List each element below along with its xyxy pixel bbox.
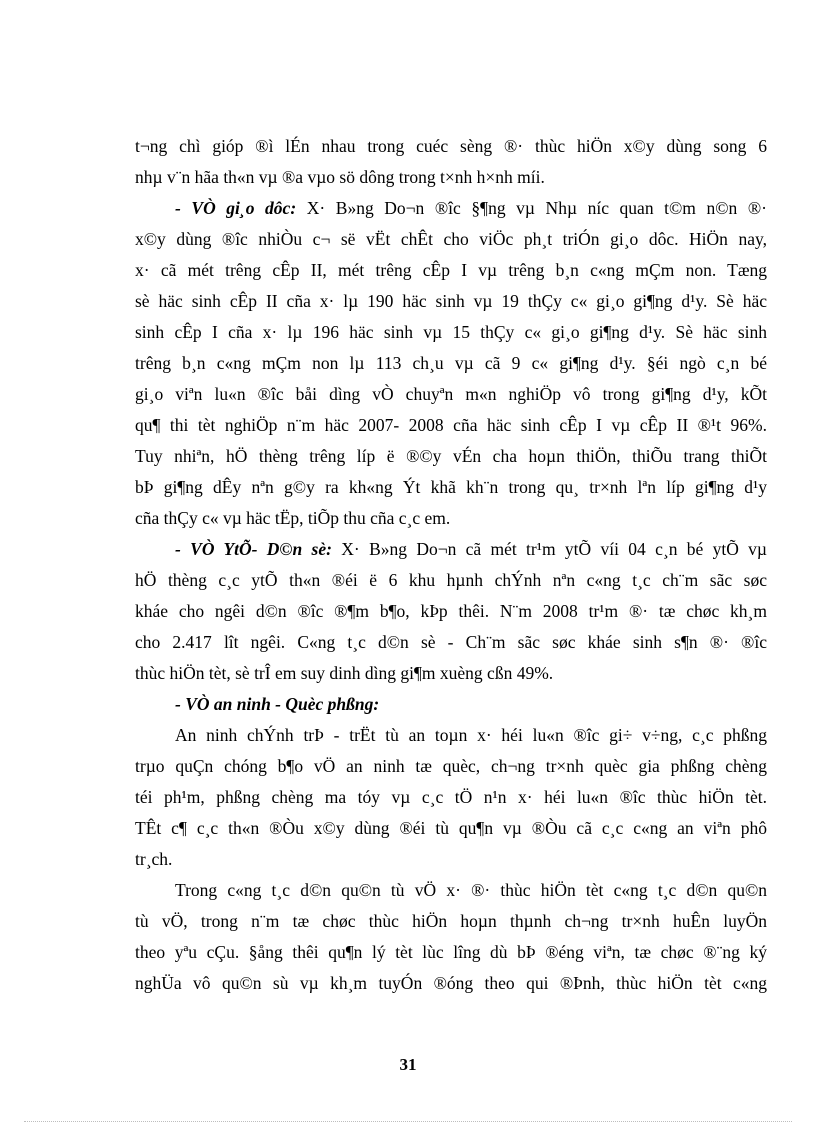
paragraph-line: cho 2.417 lît ngêi. C«ng t¸c d©n sè - Ch¨m sãc søc kháe sinh s¶n ®· ®îc xyxy=(135,632,767,652)
paragraph-line: hÖ thèng c¸c ytÕ th«n ®éi ë 6 khu hµnh chÝnh nªn c«ng t¸c ch¨m sãc søc xyxy=(135,570,767,590)
paragraph-line: tù vÖ, trong n¨m tæ chøc thùc hiÖn hoµn thµnh ch¬ng tr×nh huÊn luyÖn xyxy=(135,911,767,931)
paragraph-line: Trong c«ng t¸c d©n qu©n tù vÖ x· ®· thùc hiÖn tèt c«ng t¸c d©n qu©n xyxy=(175,880,767,900)
paragraph-line: trµo quÇn chóng b¶o vÖ an ninh tæ quèc, ch¬ng tr×nh quèc gia phßng chèng xyxy=(135,756,767,776)
paragraph-line: An ninh chÝnh trÞ - trËt tù an toµn x· héi lu«n ®îc gi÷ v÷ng, c¸c phßng xyxy=(175,725,767,745)
education-line xyxy=(175,196,767,220)
paragraph-line: bÞ gi¶ng dÊy nªn g©y ra kh«ng Ýt khã kh¨n trong qu¸ tr×nh lªn líp gi¶ng d¹y xyxy=(135,477,767,497)
section-heading-education: - VÒ gi¸o dôc: xyxy=(175,198,297,218)
paragraph-line: qu¶ thi tèt nghiÖp n¨m häc 2007- 2008 cña häc sinh cÊp I vµ cÊp II ®¹t 96%. xyxy=(135,415,767,435)
paragraph-text: X· B»ng Do¬n ®îc §¶ng vµ Nhµ níc quan t©m n©n ®· xyxy=(306,198,767,218)
paragraph-text: X· B»ng Do¬n cã mét tr¹m ytÕ víi 04 c¸n bé ytÕ vµ xyxy=(341,539,768,559)
paragraph-line: tr¸ch. xyxy=(135,849,173,869)
footer-divider xyxy=(24,1121,792,1122)
health-line xyxy=(175,537,767,561)
paragraph-line: thùc hiÖn tèt, sè trÎ em suy dinh dìng gi¶m xuèng cßn 49%. xyxy=(135,663,554,683)
page-number: 31 xyxy=(399,1055,417,1074)
paragraph-line: TÊt c¶ c¸c th«n ®Òu x©y dùng ®éi tù qu¶n vµ ®Òu cã c¸c c«ng an viªn phô xyxy=(135,818,767,838)
paragraph-line: cña thÇy c« vµ häc tËp, tiÕp thu cña c¸c em. xyxy=(135,508,451,528)
paragraph-line: nhµ v¨n hãa th«n vµ ®a vµo sö dông trong t×nh h×nh míi. xyxy=(135,167,545,187)
paragraph-line: theo yªu cÇu. §ång thêi qu¶n lý tèt lùc lîng dù bÞ ®éng viªn, tæ chøc ®¨ng ký xyxy=(135,942,767,962)
paragraph-line: x· cã mét trêng cÊp II, mét trêng cÊp I vµ trêng b¸n c«ng mÇm non. Tæng xyxy=(135,260,767,280)
paragraph-line: sinh cÊp I cña x· lµ 196 häc sinh vµ 15 thÇy c« gi¸o gi¶ng d¹y. Sè häc sinh xyxy=(135,322,767,342)
section-heading-security: - VÒ an ninh - Quèc phßng: xyxy=(175,694,380,714)
paragraph-line: téi ph¹m, phßng chèng ma tóy vµ c¸c tÖ n¹n x· héi lu«n ®îc thùc hiÖn tèt. xyxy=(135,787,767,807)
paragraph-line: sè häc sinh cÊp II cña x· lµ 190 häc sinh vµ 19 thÇy c« gi¸o gi¶ng d¹y. Sè häc xyxy=(135,291,767,311)
paragraph-line: kháe cho ngêi d©n ®îc ®¶m b¶o, kÞp thêi. N¨m 2008 tr¹m ®· tæ chøc kh¸m xyxy=(135,601,767,621)
paragraph-line: t¬ng chì gióp ®ì lÉn nhau trong cuéc sèng ®· thùc hiÖn x©y dùng song 6 xyxy=(135,136,767,156)
paragraph-line: x©y dùng ®îc nhiÒu c¬ së vËt chÊt cho viÖc ph¸t triÓn gi¸o dôc. HiÖn nay, xyxy=(135,229,767,249)
paragraph-line: Tuy nhiªn, hÖ thèng trêng líp ë ®©y vÉn cha hoµn thiÖn, thiÕu trang thiÕt xyxy=(135,446,767,466)
paragraph-line: gi¸o viªn lu«n ®îc båi dìng vÒ chuyªn m«n nghiÖp vô trong gi¶ng d¹y, kÕt xyxy=(135,384,767,404)
section-heading-health: - VÒ YtÕ- D©n sè: xyxy=(175,539,332,559)
paragraph-line: nghÜa vô qu©n sù vµ kh¸m tuyÓn ®óng theo qui ®Þnh, thùc hiÖn tèt c«ng xyxy=(135,973,767,993)
paragraph-line: trêng b¸n c«ng mÇm non lµ 113 ch¸u vµ cã 9 c« gi¶ng d¹y. §éi ngò c¸n bé xyxy=(135,353,767,373)
